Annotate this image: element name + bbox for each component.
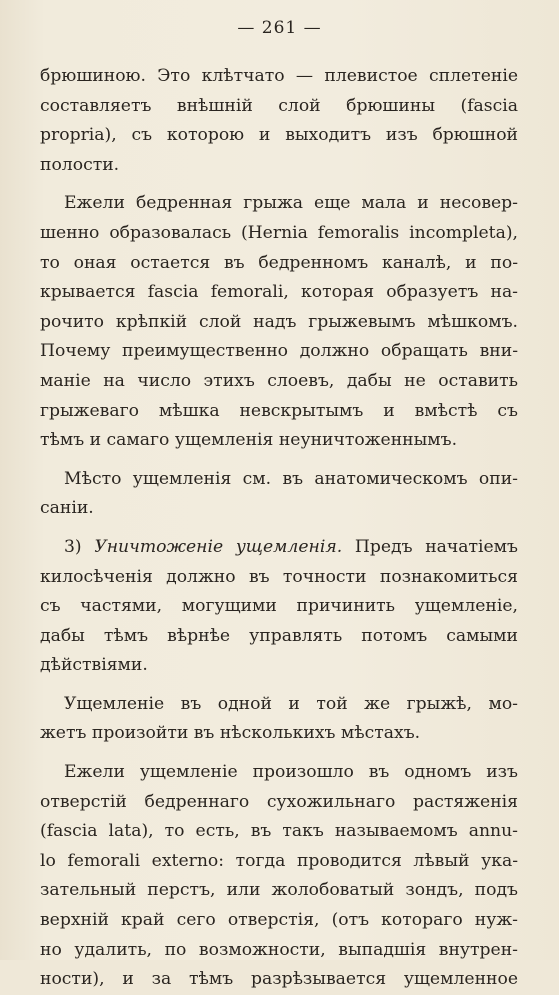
text-line: Мѣсто ущемленія см. въ анатомическомъ опи-: [64, 468, 518, 489]
text-line: грыжеваго мѣшка невскрытымъ и вмѣстѣ съ: [40, 400, 518, 421]
section-number: 3): [64, 536, 82, 557]
text-line: (fascia lata), то есть, въ такъ называемомъ annu-: [40, 821, 518, 842]
section-heading: Уничтоженіе ущемленія.: [94, 536, 343, 557]
text-line: составляетъ внѣшній слой брюшины (fascia: [40, 95, 518, 116]
text-line: дабы тѣмъ вѣрнѣе управлять потомъ самыми: [40, 625, 518, 646]
text-fragment: Предъ начатіемъ: [354, 536, 518, 557]
page-number: — 261 —: [237, 18, 322, 38]
text-line: Ежели ущемленіе произошло въ одномъ изъ: [64, 762, 518, 783]
text-line: крывается fascia femorali, которая образуетъ на-: [40, 282, 518, 303]
text-line: шенно образовалась (Hernia femoralis incompleta),: [40, 222, 518, 243]
text-line: зательный перстъ, или жолобоватый зондъ, подъ: [40, 880, 518, 901]
paragraph: [40, 758, 518, 995]
text-line: саніи.: [40, 498, 94, 519]
text-line: Ежели бедренная грыжа еще мала и несовер-: [64, 193, 518, 214]
paragraph: [40, 690, 518, 749]
text-line: но удалить, по возможности, выпадшія внутрен-: [40, 939, 518, 960]
text-line: дѣйствіями.: [40, 655, 148, 676]
page-body: [40, 62, 518, 995]
text-line: [40, 533, 518, 563]
text-line: то оная остается въ бедренномъ каналѣ, и по-: [40, 252, 518, 273]
text-line: тѣмъ и самаго ущемленія неуничтоженнымъ.: [40, 430, 458, 451]
text-line: верхній край сего отверстія, (отъ котораго нуж-: [40, 910, 518, 931]
text-line: жетъ произойти въ нѣсколькихъ мѣстахъ.: [40, 723, 421, 744]
text-line: килосѣченія должно въ точности познакомиться: [40, 566, 518, 587]
text-line: ности), и за тѣмъ разрѣзывается ущемленное: [40, 969, 518, 990]
text-line: Ущемленіе въ одной и той же грыжѣ, мо-: [64, 693, 518, 714]
text-line: брюшиною. Это клѣтчато — плевистое сплетеніе: [40, 66, 518, 86]
text-line: рочито крѣпкій слой надъ грыжевымъ мѣшкомъ.: [40, 311, 518, 332]
paragraph: [40, 465, 518, 524]
text-line: полости.: [40, 154, 120, 175]
paragraph: [40, 189, 518, 455]
text-line: lo femorali externo: тогда проводится лѣвый ука-: [40, 850, 518, 871]
text-line: маніе на число этихъ слоевъ, дабы не оставить: [40, 370, 518, 391]
paragraph: [40, 62, 518, 180]
text-line: proprіа), съ которою и выходитъ изъ брюшной: [40, 125, 518, 146]
paragraph: [40, 533, 518, 681]
text-line: отверстій бедреннаго сухожильнаго растяженія: [40, 791, 518, 812]
text-line: съ частями, могущими причинить ущемленіе,: [40, 596, 518, 617]
text-line: Почему преимущественно должно обращать вни-: [40, 341, 518, 362]
